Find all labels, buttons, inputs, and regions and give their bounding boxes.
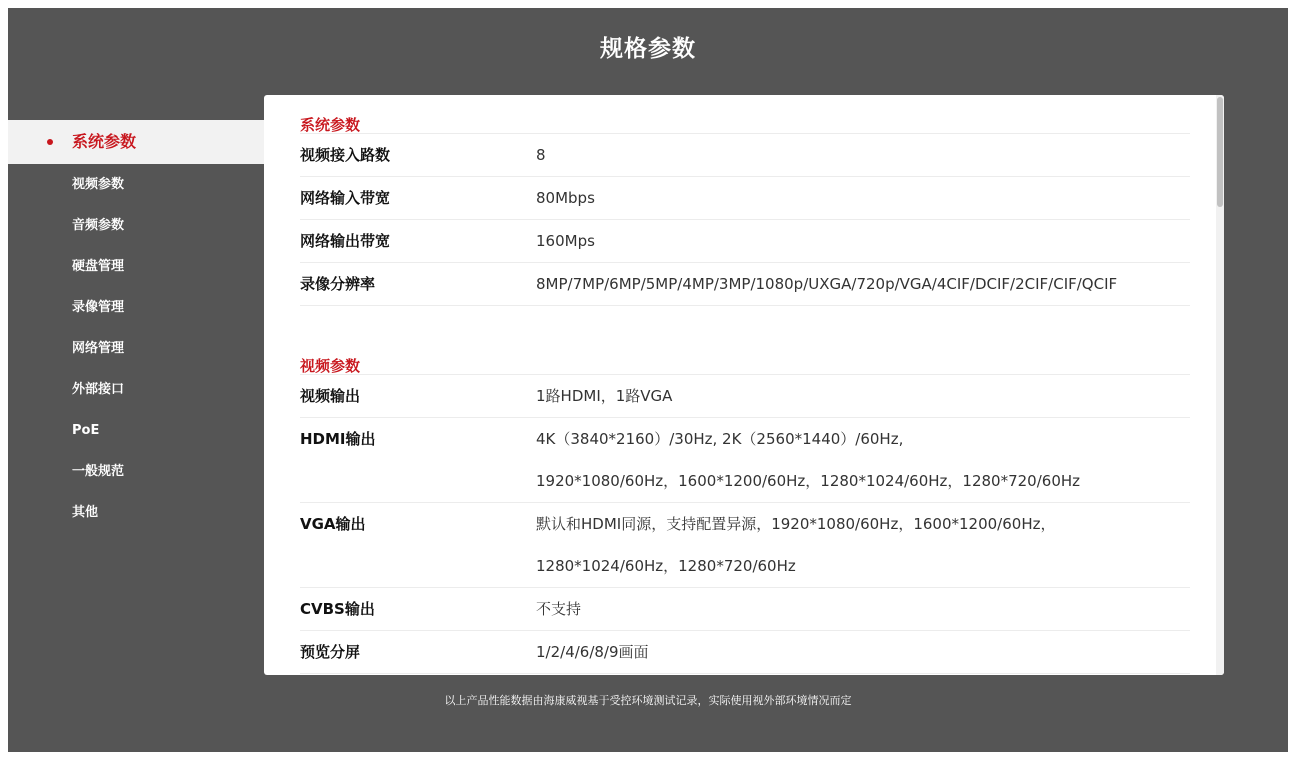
section-title: 视频参数 xyxy=(300,336,1190,375)
row-label: 预览分屏 xyxy=(300,643,361,661)
scrollbar-thumb[interactable] xyxy=(1217,97,1223,207)
value-line: 1路HDMI，1路VGA xyxy=(536,387,673,405)
row-label: 网络输出带宽 xyxy=(300,232,391,250)
row-label: CVBS输出 xyxy=(300,600,375,618)
value-line: 1280*1024/60Hz，1280*720/60Hz xyxy=(536,557,796,575)
row-value xyxy=(536,375,1190,417)
scrollbar-track[interactable] xyxy=(1216,95,1224,675)
spec-panel xyxy=(264,95,1224,675)
table-row xyxy=(300,177,1190,220)
row-label: HDMI输出 xyxy=(300,430,376,448)
row-value xyxy=(536,588,1190,630)
table-row xyxy=(300,263,1190,306)
row-label: 视频接入路数 xyxy=(300,146,391,164)
value-line: 默认和HDMI同源，支持配置异源，1920*1080/60Hz，1600*1200/60Hz， xyxy=(536,515,1056,533)
sidebar-nav xyxy=(8,120,264,533)
row-label: 视频输出 xyxy=(300,387,361,405)
sidebar-item-recording[interactable]: 录像管理 xyxy=(72,300,125,315)
row-value xyxy=(536,418,1190,502)
value-line: 160Mps xyxy=(536,232,595,250)
value-line: 1/2/4/6/8/9画面 xyxy=(536,643,649,661)
row-value xyxy=(536,503,1190,587)
sidebar-item-audio[interactable]: 音频参数 xyxy=(72,218,125,233)
section-title: 系统参数 xyxy=(300,95,1190,134)
row-value xyxy=(536,134,1190,176)
sidebar-item-poe[interactable]: PoE xyxy=(72,423,100,438)
spec-scroll-area[interactable] xyxy=(264,95,1206,675)
section-gap xyxy=(264,306,1206,336)
value-line: 4K（3840*2160）/30Hz, 2K（2560*1440）/60Hz, xyxy=(536,430,904,448)
sidebar-item-video[interactable]: 视频参数 xyxy=(72,177,125,192)
value-line: 不支持 xyxy=(536,600,582,618)
section-video xyxy=(264,336,1206,674)
row-value xyxy=(536,220,1190,262)
sidebar-item-network[interactable]: 网络管理 xyxy=(72,341,125,356)
footer-note: 以上产品性能数据由海康威视基于受控环境测试记录，实际使用视外部环境情况而定 xyxy=(444,694,852,707)
table-row xyxy=(300,631,1190,674)
table-row xyxy=(300,375,1190,418)
section-system xyxy=(264,95,1206,306)
row-value xyxy=(536,177,1190,219)
sidebar-item-general[interactable]: 一般规范 xyxy=(72,464,125,479)
row-value xyxy=(536,263,1190,305)
table-row xyxy=(300,220,1190,263)
sidebar-item-system[interactable]: 系统参数 xyxy=(8,120,264,164)
value-line: 80Mbps xyxy=(536,189,595,207)
row-value xyxy=(536,631,1190,673)
table-row xyxy=(300,503,1190,588)
row-label: 录像分辨率 xyxy=(300,275,376,293)
page-frame xyxy=(8,8,1288,752)
table-row xyxy=(300,588,1190,631)
value-line: 8 xyxy=(536,146,546,164)
sidebar-item-interfaces[interactable]: 外部接口 xyxy=(72,382,125,397)
page-title: 规格参数 xyxy=(600,36,696,62)
table-row xyxy=(300,134,1190,177)
row-label: VGA输出 xyxy=(300,515,366,533)
table-row xyxy=(300,418,1190,503)
sidebar-item-disk[interactable]: 硬盘管理 xyxy=(72,259,125,274)
row-label: 网络输入带宽 xyxy=(300,189,391,207)
sidebar-item-other[interactable]: 其他 xyxy=(72,505,99,520)
value-line: 1920*1080/60Hz，1600*1200/60Hz，1280*1024/60Hz，1280*720/60Hz xyxy=(536,472,1081,490)
value-line: 8MP/7MP/6MP/5MP/4MP/3MP/1080p/UXGA/720p/VGA/4CIF/DCIF/2CIF/CIF/QCIF xyxy=(536,275,1118,293)
